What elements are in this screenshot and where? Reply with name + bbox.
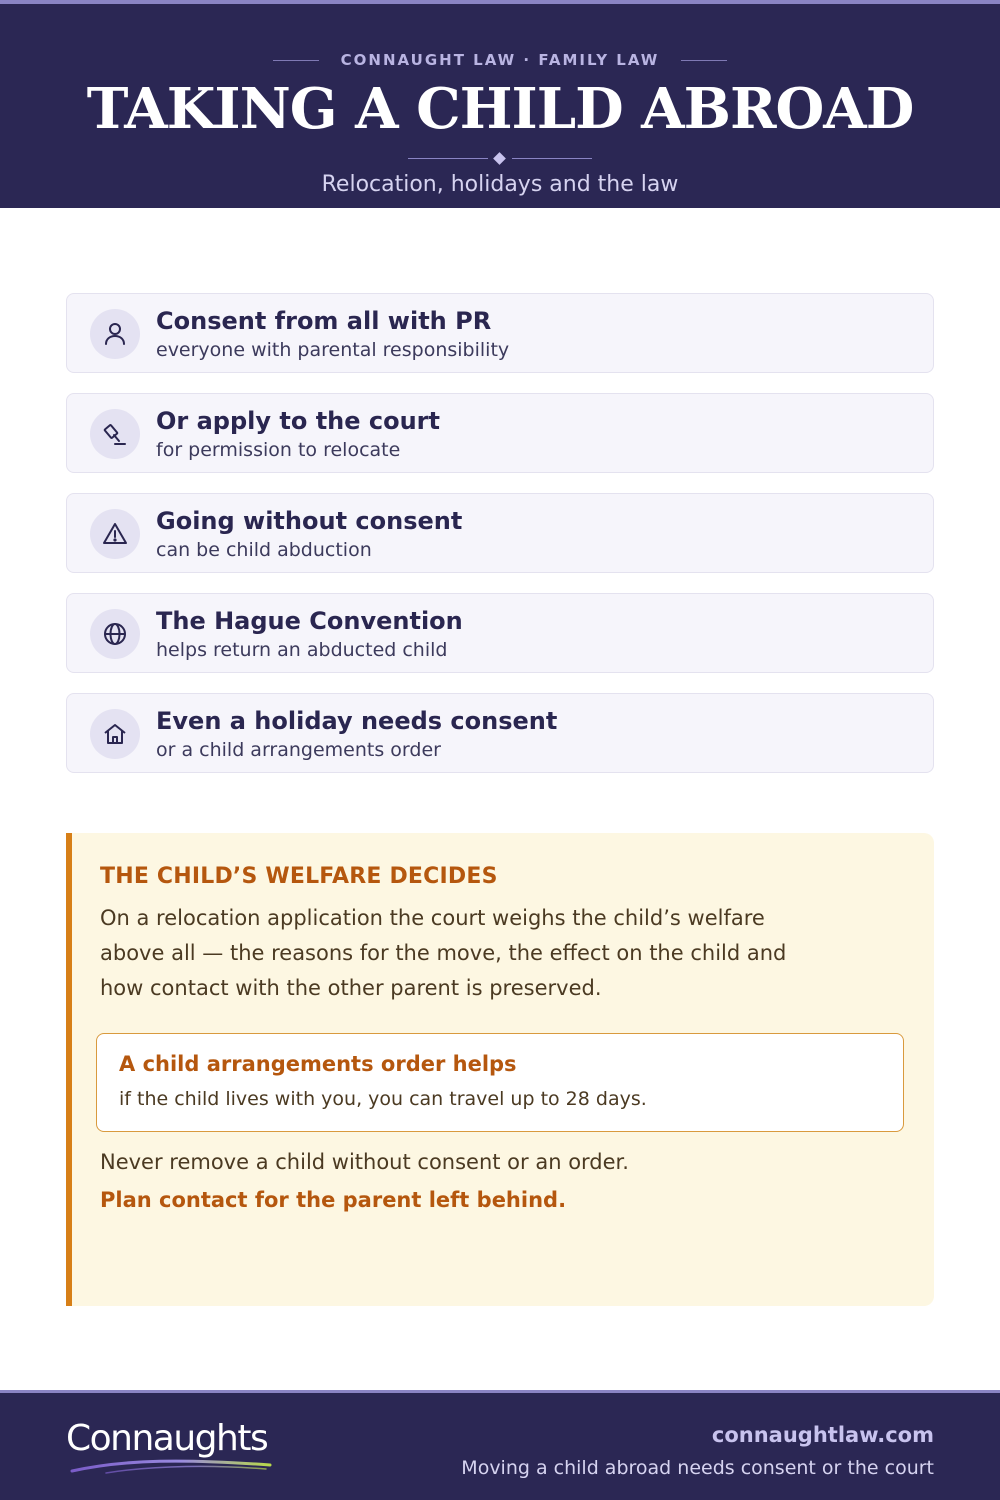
inner-box-title: A child arrangements order helps xyxy=(119,1052,517,1076)
callout-body: On a relocation application the court weighs the child’s welfare above all — the reasons for the move, the effect on the child and how contact with the other parent is preserved. xyxy=(100,906,787,1000)
key-points-list xyxy=(66,293,934,793)
eyebrow-row xyxy=(0,48,1000,72)
item-subtitle: or a child arrangements order xyxy=(156,739,441,761)
item-title: Consent from all with PR xyxy=(156,307,492,335)
item-title: Going without consent xyxy=(156,507,463,535)
footer-bar xyxy=(0,1390,1000,1500)
callout-heading: THE CHILD’S WELFARE DECIDES xyxy=(100,864,498,889)
welfare-callout xyxy=(66,833,934,1306)
item-subtitle: for permission to relocate xyxy=(156,439,401,461)
list-item-hague xyxy=(66,593,934,673)
list-item-abduction xyxy=(66,493,934,573)
logo-swoosh-icon xyxy=(66,1455,276,1477)
divider-line xyxy=(681,60,727,61)
gavel-icon xyxy=(90,409,140,459)
callout-note: Never remove a child without consent or an order. xyxy=(100,1150,629,1174)
list-item-court xyxy=(66,393,934,473)
arrangements-order-box xyxy=(96,1033,904,1132)
item-title: The Hague Convention xyxy=(156,607,463,635)
diamond-icon xyxy=(493,152,506,165)
ornament-divider xyxy=(408,153,592,165)
divider-line xyxy=(273,60,319,61)
item-subtitle: helps return an abducted child xyxy=(156,639,448,661)
list-item-holiday xyxy=(66,693,934,773)
item-title: Or apply to the court xyxy=(156,407,440,435)
callout-emphasis: Plan contact for the parent left behind. xyxy=(100,1188,567,1212)
list-item-consent xyxy=(66,293,934,373)
footer-tagline: Moving a child abroad needs consent or the court xyxy=(461,1457,934,1479)
item-subtitle: can be child abduction xyxy=(156,539,372,561)
header-banner xyxy=(0,0,1000,208)
home-icon xyxy=(90,709,140,759)
connaughts-logo xyxy=(66,1415,286,1475)
warning-icon xyxy=(90,509,140,559)
eyebrow-text: CONNAUGHT LAW · FAMILY LAW xyxy=(340,51,660,69)
inner-box-text: if the child lives with you, you can travel up to 28 days. xyxy=(119,1088,647,1110)
person-icon xyxy=(90,309,140,359)
website-link[interactable]: connaughtlaw.com xyxy=(711,1423,934,1447)
item-title: Even a holiday needs consent xyxy=(156,707,558,735)
page-subtitle: Relocation, holidays and the law xyxy=(321,172,679,197)
page-title: TAKING A CHILD ABROAD xyxy=(86,76,914,142)
globe-icon xyxy=(90,609,140,659)
logo-text: Connaughts xyxy=(66,1418,268,1459)
item-subtitle: everyone with parental responsibility xyxy=(156,339,510,361)
